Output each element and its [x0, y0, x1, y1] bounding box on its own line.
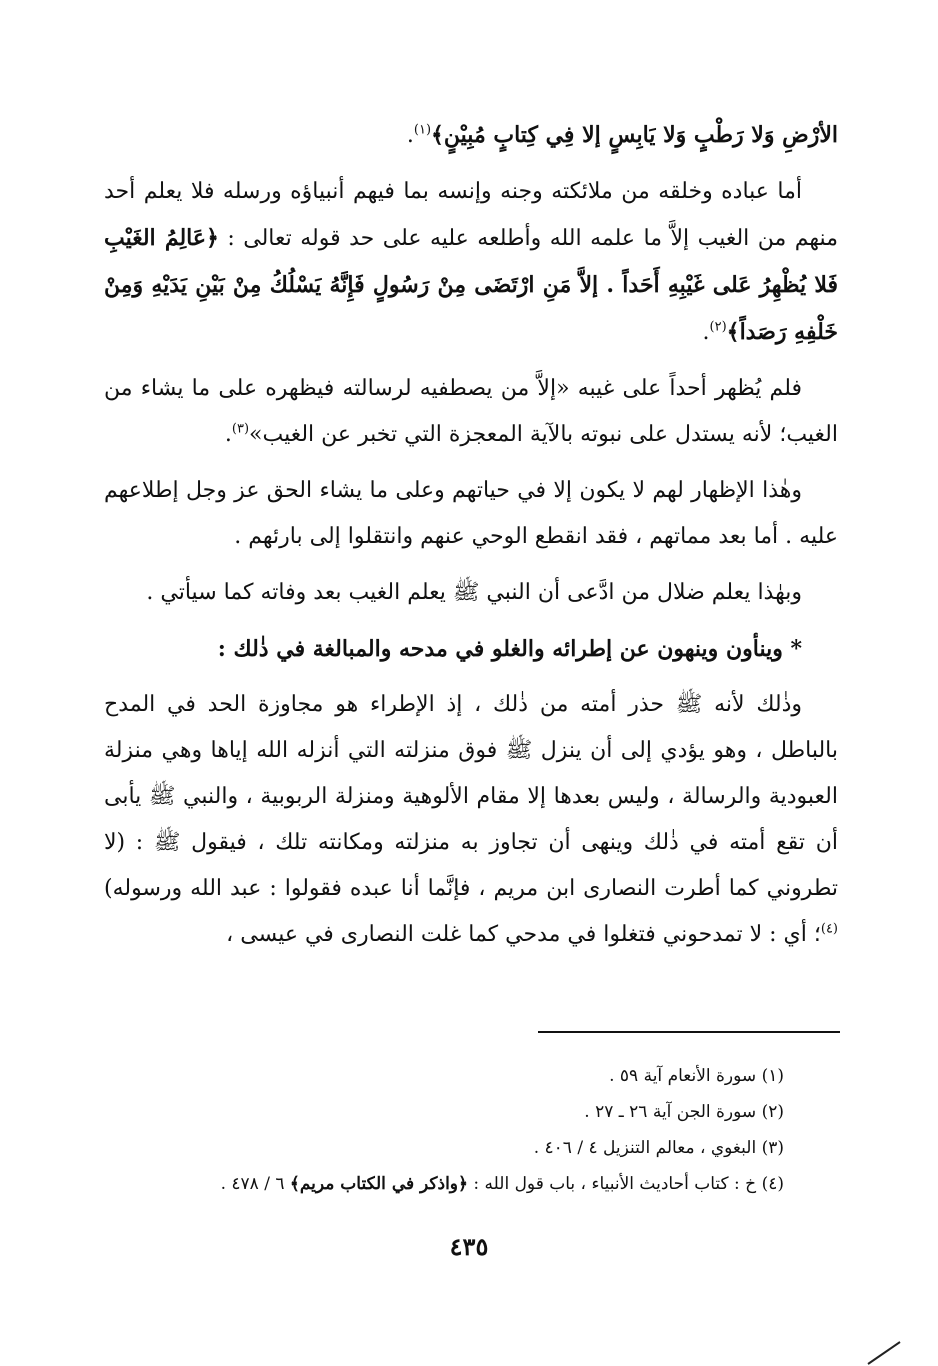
footnote-ref: (١) [413, 122, 432, 138]
quran-verse: الأرْضِ وَلا رَطْبٍ وَلا يَابِسٍ إلا فِي كِتابٍ مُبِيْنٍ﴾ [431, 122, 838, 148]
sentence-end: . [224, 422, 232, 447]
footnote-ref: (٤) [820, 921, 838, 937]
footnote-verse: ﴿واذكر في الكتاب مريم﴾ [289, 1174, 468, 1194]
paragraph-praise [104, 682, 838, 958]
paragraph-unseen-knowledge [104, 169, 838, 356]
paragraph-verse-end [104, 112, 838, 159]
footnote-text: البغوي ، معالم التنزيل ٤ / ٤٠٦ . [533, 1138, 757, 1158]
footnote-text: سورة الجن آية ٢٦ ـ ٢٧ . [584, 1102, 757, 1122]
footnote-ref: (٣) [231, 421, 250, 437]
footnote-text: سورة الأنعام آية ٥٩ . [609, 1066, 757, 1086]
paragraph-selected-messengers [104, 366, 838, 458]
footnote-2 [104, 1094, 784, 1130]
footnote-3 [104, 1130, 784, 1166]
paragraph-text: فلم يُظهر أحداً على غيبه «إلاَّ من يصطفيه لرسالته فيظهره على ما يشاء من الغيب؛ لأنه يستدل على نبوته بالآية المعجزة التي تخبر عن الغيب» [104, 376, 838, 447]
section-heading: * وينأون وينهون عن إطرائه والغلو في مدحه والمبالغة في ذٰلك : [217, 636, 802, 662]
paragraph-revelation: وهٰذا الإظهار لهم لا يكون إلا في حياتهم وعلى ما يشاء الحق عز وجل إطلاعهم عليه . أما بعد مماتهم ، فقد انقطع الوحي عنهم وانتقلوا إلى بارئهم . [104, 478, 838, 549]
footnote-tail: ٦ / ٤٧٨ . [220, 1174, 285, 1194]
footnote-ref: (٢) [709, 319, 727, 335]
paragraph-text: أما عباده وخلقه من ملائكته وجنه وإنسه بما فيهم أنبياؤه ورسله فلا يعلم أحد منهم من الغيب إلاَّ ما علمه الله وأطلعه عليه على حد قوله تعالى : [104, 179, 838, 251]
page-number: ٤٣٥ [449, 1232, 489, 1261]
footnote-number: (٤) [761, 1174, 784, 1194]
main-text [104, 112, 838, 968]
paragraph-tail: ؛ أي : لا تمدحوني فتغلوا في مدحي كما غلت النصارى في عيسى ، [226, 922, 821, 947]
paragraph-text: وذٰلك لأنه ﷺ حذر أمته من ذٰلك ، إذ الإطراء هو مجاوزة الحد في المدح بالباطل ، وهو يؤدي إلى أن ينزل ﷺ فوق منزلته التي أنزله الله إياها وهي منزلة العبودية والرسالة ، وليس بعدها إلا مقام الألوهية ومنزلة الربوبية ، والنبي ﷺ يأبى أن تقع أمته في ذٰلك وينهى أن تجاوز به منزلته ومكانته تلك ، فيقول ﷺ : (لا تطروني كما أطرت النصارى ابن مريم ، فإنَّما أنا عبده فقولوا : عبد الله ورسوله) [104, 692, 838, 901]
scan-edge-mark [864, 1340, 904, 1366]
quran-verse: ﴿عَالِمُ الغَيْبِ فَلا يُظْهِرُ عَلى غَيْبِهِ أَحَداً . إلاَّ مَنِ ارْتَضَى مِنْ رَسُولٍ فَإِنَّهُ يَسْلُكُ مِنْ بَيْنِ يَدَيْهِ وَمِنْ خَلْفِهِ رَصَداً﴾ [104, 225, 838, 345]
footnote-number: (١) [761, 1066, 784, 1086]
sentence-end: . [702, 320, 710, 345]
sentence-end: . [406, 123, 414, 148]
paragraph-misguidance: وبهٰذا يعلم ضلال من ادَّعى أن النبي ﷺ يعلم الغيب بعد وفاته كما سيأتي . [146, 580, 802, 605]
footnotes [104, 1058, 784, 1202]
footnote-4 [104, 1166, 784, 1202]
footnote-number: (٣) [761, 1138, 784, 1158]
footnote-number: (٢) [761, 1102, 784, 1122]
footnote-divider [538, 1031, 840, 1033]
footnote-1 [104, 1058, 784, 1094]
footnote-text: خ : كتاب أحاديث الأنبياء ، باب قول الله : [473, 1174, 757, 1194]
